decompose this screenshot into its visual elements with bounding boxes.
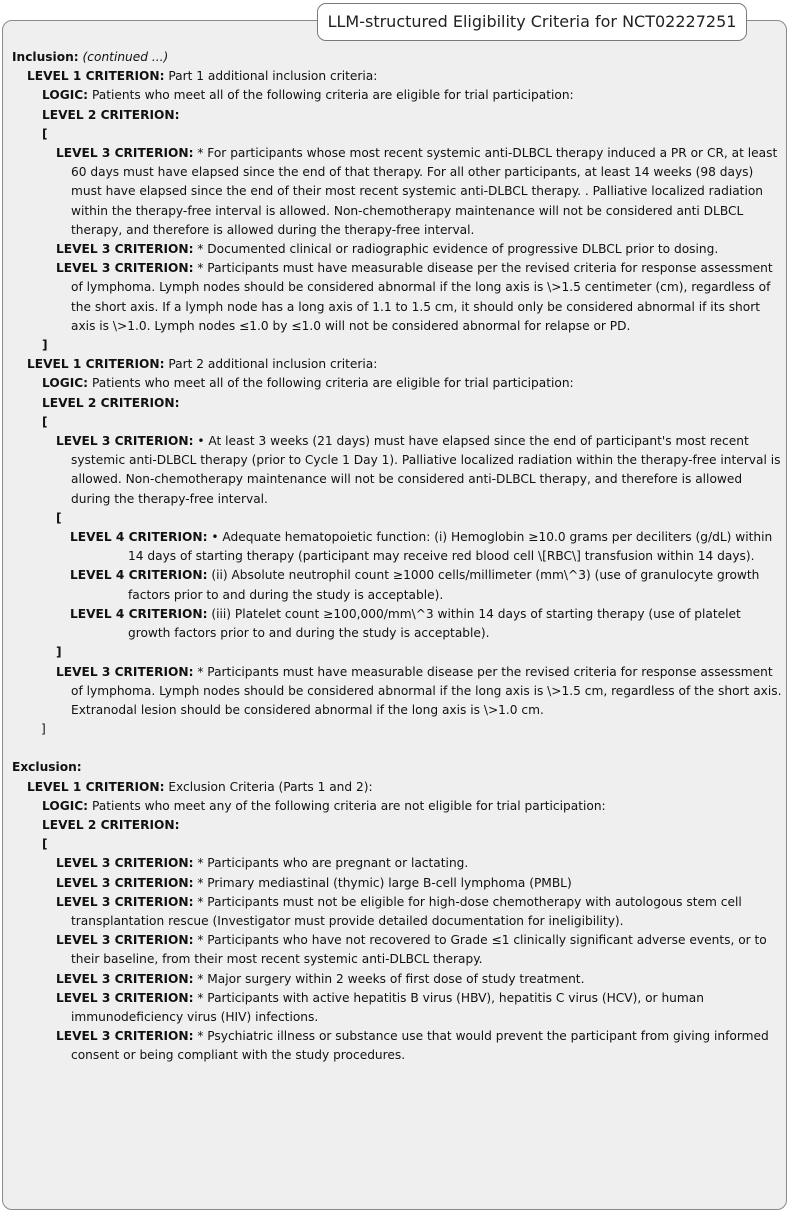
level4-criterion: LEVEL 4 CRITERION: (iii) Platelet count ≥100,000/mm\^3 within 14 days of starting therapy (use of platelet growth factors prior to and during the study is acceptable). (70, 606, 741, 641)
level3-criterion: LEVEL 3 CRITERION: * Psychiatric illness or substance use that would prevent the participant from giving informed consent or being compliant with the study procedures. (56, 1029, 769, 1063)
open-bracket: [ (42, 414, 48, 429)
level3-criterion: LEVEL 3 CRITERION: * Participants must have measurable disease per the revised criteria for response assessment of lymphoma. Lymph nodes should be considered abnormal if the long axis is \>1.5 centimeter (cm), regardless of the short axis. If a lymph node has a long axis of 1.1 to 1.5 cm, it should only be considered abnormal if its short axis is \>1.0. Lymph nodes ≤1.0 by ≤1.0 will not be considered abnormal for relapse or PD. (56, 261, 773, 333)
criteria-content (12, 48, 782, 1066)
inclusion-heading: Inclusion: (continued ...) (12, 50, 169, 64)
close-bracket: ] (41, 722, 46, 737)
open-bracket: [ (56, 510, 62, 525)
level3-criterion: LEVEL 3 CRITERION: * Documented clinical or radiographic evidence of progressive DLBCL prior to dosing. (56, 242, 719, 257)
close-bracket: ] (56, 645, 62, 660)
level3-criterion: LEVEL 3 CRITERION: * Participants must not be eligible for high-dose chemotherapy with autologous stem cell transplantation rescue (Investigator must provide detailed documentation for ineligibility). (56, 894, 742, 928)
level2-label: LEVEL 2 CRITERION: (42, 817, 180, 832)
logic-row: LOGIC: Patients who meet all of the following criteria are eligible for trial participation: (42, 88, 574, 103)
inclusion-part2: LEVEL 1 CRITERION: Part 2 additional inclusion criteria: (27, 357, 378, 372)
level3-criterion: LEVEL 3 CRITERION: * Major surgery within 2 weeks of first dose of study treatment. (56, 971, 585, 986)
continued-note: (continued ...) (82, 50, 169, 64)
panel-title: LLM-structured Eligibility Criteria for NCT02227251 (317, 3, 747, 41)
level3-criterion: LEVEL 3 CRITERION: • At least 3 weeks (21 days) must have elapsed since the end of participant's most recent systemic anti-DLBCL therapy (prior to Cycle 1 Day 1). Palliative localized radiation within the therapy-free interval is allowed. Non-chemotherapy maintenance will not be considered anti-DLBCL therapy, and therefore is allowed during the therapy-free interval. (56, 434, 781, 506)
exclusion-heading: Exclusion: (12, 760, 82, 775)
open-bracket: [ (42, 126, 48, 141)
exclusion-level1: LEVEL 1 CRITERION: Exclusion Criteria (Parts 1 and 2): (27, 779, 373, 794)
inclusion-part1: LEVEL 1 CRITERION: Part 1 additional inclusion criteria: (27, 69, 378, 84)
level2-label: LEVEL 2 CRITERION: (42, 395, 180, 410)
level4-criterion: LEVEL 4 CRITERION: (ii) Absolute neutrophil count ≥1000 cells/millimeter (mm\^3) (use of granulocyte growth factors prior to and during the study is acceptable). (70, 568, 760, 602)
level4-criterion: LEVEL 4 CRITERION: • Adequate hematopoietic function: (i) Hemoglobin ≥10.0 grams per deciliters (g/dL) within 14 days of starting therapy (participant may receive red blood cell \[RBC\] transfusion within 14 days). (70, 530, 773, 564)
logic-row: LOGIC: Patients who meet any of the following criteria are not eligible for trial participation: (42, 798, 606, 813)
level3-criterion: LEVEL 3 CRITERION: * Primary mediastinal (thymic) large B-cell lymphoma (PMBL) (56, 875, 572, 890)
level2-label: LEVEL 2 CRITERION: (42, 107, 180, 122)
level3-criterion: LEVEL 3 CRITERION: * Participants with active hepatitis B virus (HBV), hepatitis C virus (HCV), or human immunodeficiency virus (HIV) infections. (56, 990, 704, 1024)
level3-criterion: LEVEL 3 CRITERION: * For participants whose most recent systemic anti-DLBCL therapy induced a PR or CR, at least 60 days must have elapsed since the end of that therapy. For all other participants, at least 14 weeks (98 days) must have elapsed since the end of their most recent systemic anti-DLBCL therapy. . Palliative localized radiation within the therapy-free interval is allowed. Non-chemotherapy maintenance will not be considered anti DLBCL therapy, and therefore is allowed during the therapy-free interval. (56, 146, 778, 237)
close-bracket: ] (42, 338, 48, 353)
logic-row: LOGIC: Patients who meet all of the following criteria are eligible for trial participation: (42, 376, 574, 391)
level3-criterion: LEVEL 3 CRITERION: * Participants who are pregnant or lactating. (56, 856, 469, 871)
open-bracket: [ (42, 837, 48, 852)
level3-criterion: LEVEL 3 CRITERION: * Participants who have not recovered to Grade ≤1 clinically significant adverse events, or to their baseline, from their most recent systemic anti-DLBCL therapy. (56, 933, 767, 967)
level3-criterion: LEVEL 3 CRITERION: * Participants must have measurable disease per the revised criteria for response assessment of lymphoma. Lymph nodes should be considered abnormal if the long axis is \>1.5 cm, regardless of the short axis. Extranodal lesion should be considered abnormal if the long axis is \>1.0 cm. (56, 664, 782, 717)
